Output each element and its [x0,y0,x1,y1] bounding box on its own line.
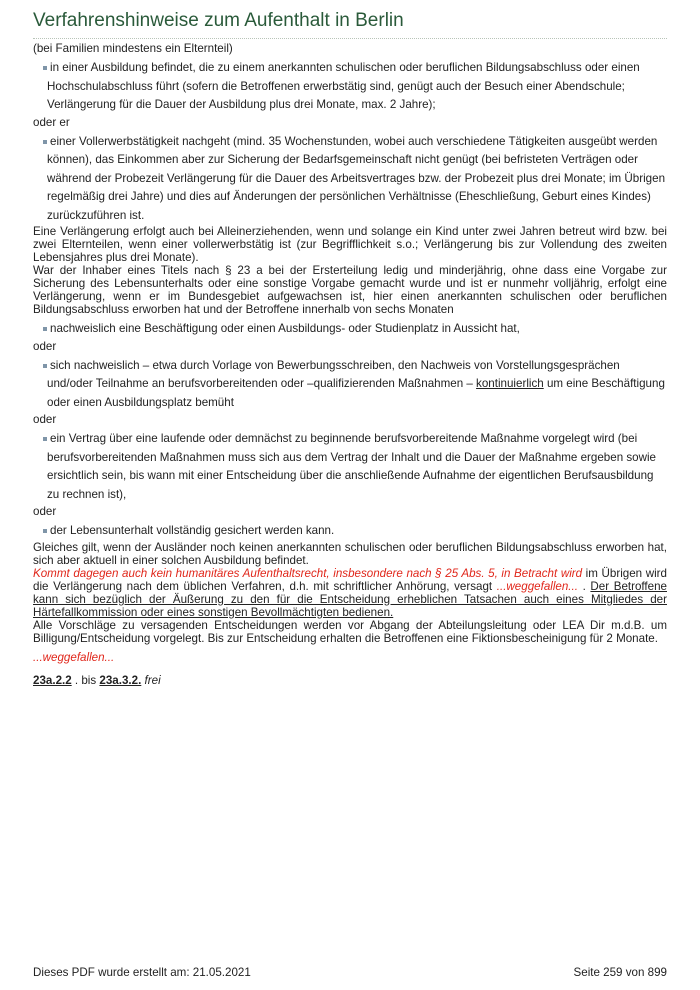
list-item [33,133,667,226]
list-item [33,59,667,115]
underlined-text: Der Betroffene kann sich bezüglich der Äußerung zu den für die Entscheidung erheblichen Tatsachen auch eines Mitgliedes der Härtefallkommission oder eines sonstigen Bevollmächtigten bedienen. [33,579,667,619]
conjunction: oder [33,413,57,426]
list-item-text: einer Vollerwerbstätigkeit nachgeht (mind. 35 Wochenstunden, wobei auch verschiedene Tätigkeiten ausgeübt werden können), das Einkommen aber zur Sicherung der Bedarfsgemeinschaft nicht genügt (bei befristeten Verträgen oder während der Probezeit Verlängerung für die Dauer des Arbeitsvertrages bzw. der Probezeit plus drei Monate; im Übrigen regelmäßig drei Jahre) und dies auf Änderungen der persönlichen Verhältnisse (Eheschließung, Geburt eines Kindes) zurückzuführen ist. [47,134,666,222]
paragraph: Alle Vorschläge zu versagenden Entscheidungen werden vor Abgang der Abteilungsleitung oder LEA Dir m.d.B. um Billigung/Entscheidung vorgelegt. Bis zur Entscheidung erhalten die Betroffenen eine Fiktionsbescheinigung für 2 Monate. [33,618,667,645]
list-item-text: sich nachweislich – etwa durch Vorlage von Bewerbungsschreiben, den Nachweis von Vorstellungsgesprächen und/oder Teilnahme an berufsvorbereitenden oder –qualifizierenden Maßnahmen – kontinuierlich um eine Beschäftigung oder einen Ausbildungsplatz bemüht [47,358,665,409]
footer-created: Dieses PDF wurde erstellt am: 21.05.2021 [33,966,251,979]
list-item-text: in einer Ausbildung befindet, die zu einem anerkannten schulischen oder beruflichen Bildungsabschluss oder einen Hochschulabschluss führt (sofern die Betroffenen erwerbstätig sind, genügt auch der Besuch einer Abendschule; Verlängerung für die Dauer der Ausbildung plus drei Monate, max. 2 Jahre); [47,61,640,111]
paragraph: Kommt dagegen auch kein humanitäres Aufenthaltsrecht, insbesondere nach § 25 Abs. 5, in Betracht wird im Übrigen wird die Verlängerung nach dem üblichen Verfahren, d.h. mit schriftlicher Anhörung, versagt ...weggefallen... . Der Betroffene kann sich bezüglich der Äußerung zu den für die Entscheidung erheblichen Tatsachen auch eines Mitgliedes der Härtefallkommission oder eines sonstigen Bevollmächtigten bedienen. [33,566,667,619]
paragraph: War der Inhaber eines Titels nach § 23 a bei der Ersterteilung ledig und minderjährig, ohne dass eine Vorgabe zur Sicherung des Lebensunterhalts oder eine sonstige Vorgabe gemacht wurde und ist er nunmehr volljährig, erfolgt eine Verlängerung, wenn er im Bundesgebiet aufgewachsen ist, hier einen anerkannten schulischen oder beruflichen Bildungsabschluss erworben hat und der Betroffene innerhalb von sechs Monaten [33,264,667,316]
bullet-icon [43,327,47,331]
page-title: Verfahrenshinweise zum Aufenthalt in Berlin [33,10,667,39]
footer-page-number: Seite 259 von 899 [573,966,667,979]
conjunction: oder [33,339,57,353]
removed-note: ...weggefallen... [33,650,115,664]
list-item-text: ein Vertrag über eine laufende oder demnächst zu beginnende berufsvorbereitende Maßnahme vorgelegt wird (bei berufsvorbereitenden Maßnahmen muss sich aus dem Vertrag der Inhalt und die Dauer der Maßnahme ergeben sowie ersichtlich sein, bis wann mit einer Entscheidung über die anschließende Aufnahme der eigentlichen Berufsausbildung zu rechnen ist), [47,432,657,501]
list-item-text: nachweislich eine Beschäftigung oder einen Ausbildungs- oder Studienplatz in Aussicht hat, [50,322,520,335]
conjunction: oder [33,505,57,518]
red-note: Kommt dagegen auch kein humanitäres Aufenthaltsrecht, insbesondere nach § 25 Abs. 5, in Betracht wird [33,566,583,580]
section-link[interactable]: 23a.2.2 [33,673,72,687]
list-item [33,320,667,339]
paragraph: Gleiches gilt, wenn der Ausländer noch keinen anerkannten schulischen oder beruflichen Bildungsabschluss erworben hat, sich aber aktuell in einer solchen Ausbildung befindet. [33,540,667,567]
list-item [33,522,667,541]
bullet-icon [43,437,47,441]
intro-text: (bei Familien mindestens ein Elternteil) [33,42,233,55]
paragraph: Eine Verlängerung erfolgt auch bei Alleinerziehenden, wenn und solange ein Kind unter zwei Jahren betreut wird bzw. bei zwei Elternteilen, wenn einer vollerwerbstätig ist (zur Begrifflichkeit s.o.; Verlängerung bis zur Vollendung des zweiten Lebensjahres plus drei Monate). [33,225,667,264]
bullet-icon [43,364,47,368]
list-item [33,357,667,413]
red-note: ...weggefallen... [496,579,578,593]
bullet-icon [43,66,47,70]
document-body [33,42,667,687]
list-item [33,430,667,504]
section-reference: 23a.2.2 . bis 23a.3.2. frei [33,673,161,687]
bullet-icon [43,529,47,533]
list-item-text: der Lebensunterhalt vollständig gesichert werden kann. [50,524,335,537]
conjunction: oder er [33,115,70,129]
section-link[interactable]: 23a.3.2. [99,673,142,687]
underlined-term: kontinuierlich [476,377,544,390]
bullet-icon [43,140,47,144]
